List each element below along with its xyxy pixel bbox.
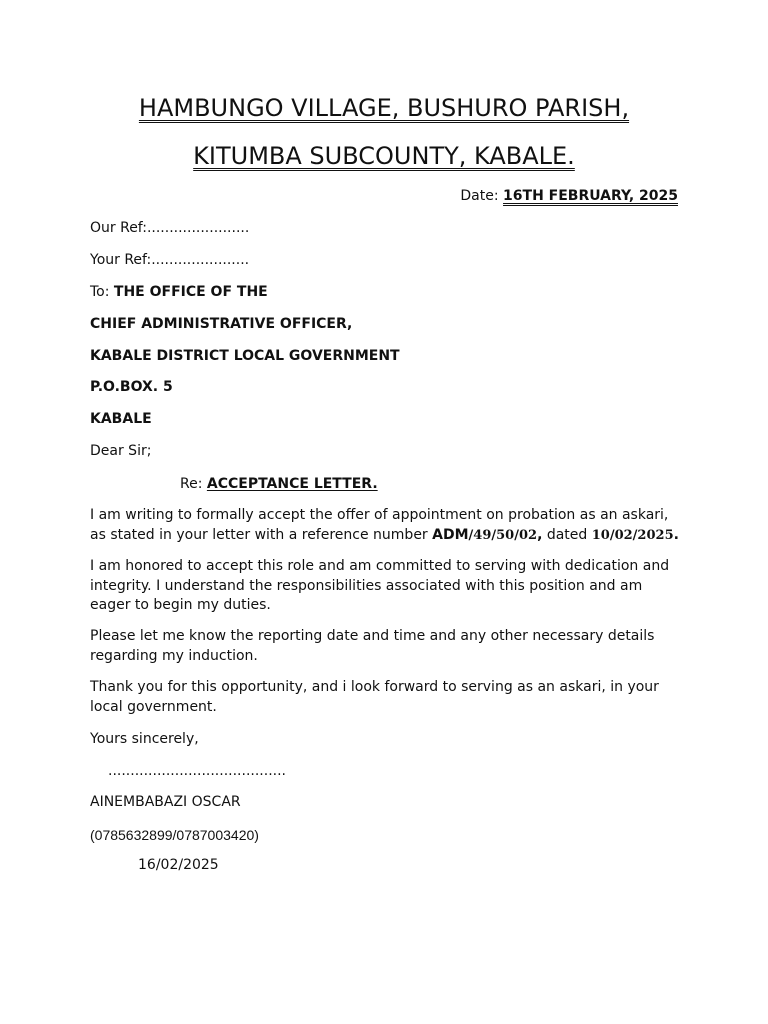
reference-prefix: ADM [432,526,469,543]
closing: Yours sincerely, [90,731,199,747]
body-paragraph-3: Please let me know the reporting date and time and any other necessary details regarding my induction. [90,628,655,664]
recipient-line-4: P.O.BOX. 5 [90,379,173,395]
recipient-line-2: CHIEF ADMINISTRATIVE OFFICER, [90,316,353,332]
to-label: To: [90,284,114,300]
your-ref: Your Ref:...................... [90,252,250,268]
body-paragraph-4: Thank you for this opportunity, and i look forward to serving as an askari, in your local government. [90,679,659,715]
date-label: Date: [460,188,504,204]
body-paragraph-2: I am honored to accept this role and am committed to serving with dedication and integrity. I understand the responsibilities associated with this position and am eager to begin my duties. [90,558,670,613]
sender-address-line-1: HAMBUNGO VILLAGE, BUSHURO PARISH, [138,94,630,122]
recipient-line-1 [90,283,268,301]
recipient-line-5: KABALE [90,411,152,427]
signature-line: ........................................ [108,763,287,779]
sender-address-line-2: KITUMBA SUBCOUNTY, KABALE. [193,142,575,170]
our-ref: Our Ref:....................... [90,220,250,236]
signatory-name: AINEMBABAZI OSCAR [90,794,241,810]
body-paragraph-1: I am writing to formally accept the offer of appointment on probation as an askari, as stated in your letter with a reference number ADM/49/50/02, dated 10/02/2025. [90,507,679,543]
salutation: Dear Sir; [90,443,152,459]
recipient-office: THE OFFICE OF THE [113,284,268,300]
recipient-line-3: KABALE DISTRICT LOCAL GOVERNMENT [90,348,400,364]
reference-date: 10/02/2025 [591,527,674,543]
subject-line [180,475,378,493]
signatory-phone: (0785632899/0787003420) [90,827,259,843]
reference-number: /49/50/02 [468,527,538,543]
subject-value: ACCEPTANCE LETTER. [206,476,378,492]
letter-date [460,187,678,205]
signature-date: 16/02/2025 [138,857,219,873]
subject-label: Re: [180,476,207,492]
date-value: 16TH FEBRUARY, 2025 [503,188,678,204]
